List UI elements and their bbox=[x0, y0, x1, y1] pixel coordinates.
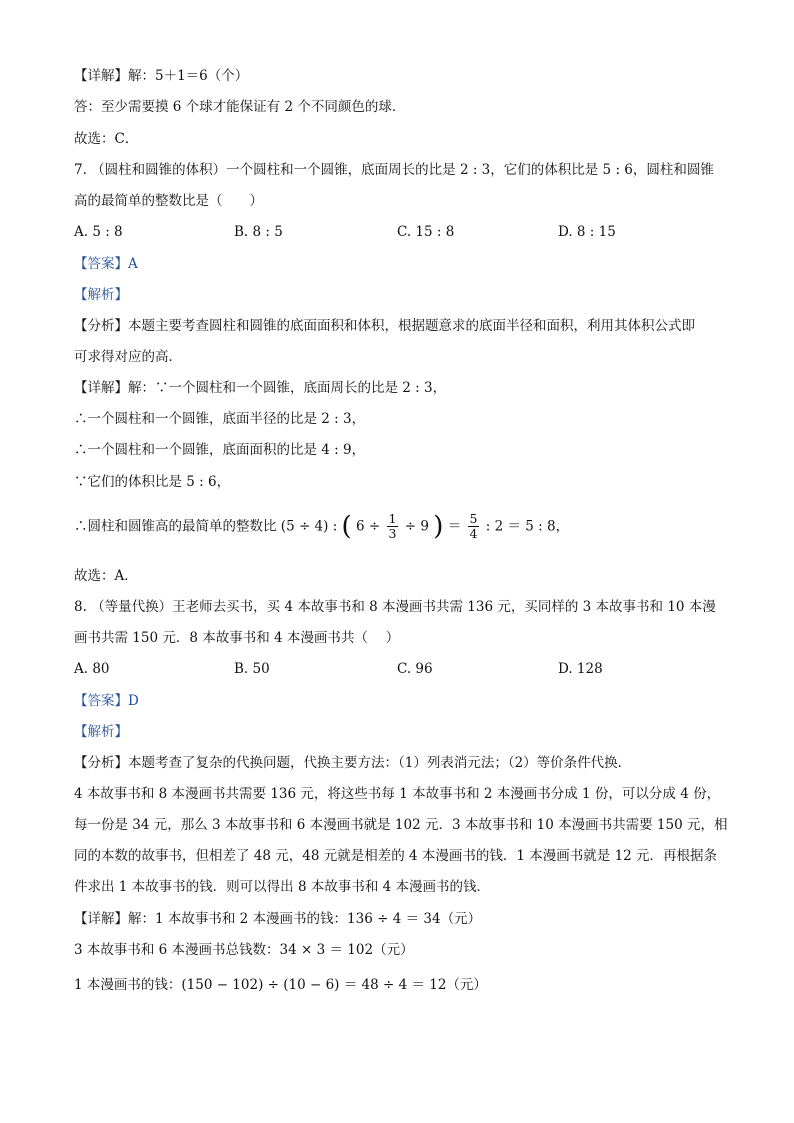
q8-option-a: A. 80 bbox=[74, 661, 110, 677]
question-7-text-cont: 高的最简单的整数比是（ ） bbox=[74, 193, 263, 209]
fraction-numerator: 5 bbox=[469, 511, 478, 526]
q7-option-a: A. 5 : 8 bbox=[74, 224, 123, 240]
ratio-formula bbox=[74, 509, 734, 544]
formula-part1: (5 ÷ 4) : bbox=[280, 518, 342, 535]
choice-line: 故选：A． bbox=[74, 568, 138, 584]
open-paren: ( bbox=[341, 511, 352, 542]
analysis-paragraph-1: 4 本故事书和 8 本漫画书共需要 136 元，将这些书每 1 本故事书和 2 本漫画书分成 1 份，可以分成 4 份， bbox=[74, 786, 721, 802]
analysis-paragraph-2: 每一份是 34 元，那么 3 本故事书和 6 本漫画书就是 102 元．3 本故事书和 10 本漫画书共需要 150 元，相 bbox=[74, 817, 728, 833]
detail-step-3: 1 本漫画书的钱：(150 − 102) ÷ (10 − 6) ＝ 48 ÷ 4 ＝ 12（元） bbox=[74, 977, 487, 993]
q8-option-b: B. 50 bbox=[234, 661, 270, 677]
formula-prefix: ∴圆柱和圆锥高的最简单的整数比 bbox=[74, 518, 277, 535]
detail-step-4: ∵它们的体积比是 5 : 6， bbox=[74, 474, 231, 490]
analysis-text: 【分析】本题主要考查圆柱和圆锥的底面面积和体积，根据题意求的底面半径和面积，利用其体积公式即 bbox=[74, 318, 695, 334]
fraction-one-third bbox=[387, 512, 399, 541]
formula-part2a: 6 ÷ bbox=[356, 518, 381, 535]
q8-option-c: C. 96 bbox=[397, 661, 433, 677]
analysis-text-cont: 可求得对应的高． bbox=[74, 349, 182, 365]
fraction-denominator: 4 bbox=[469, 526, 478, 541]
answer-label: 【答案】D bbox=[74, 693, 139, 709]
question-8-text-cont: 画书共需 150 元．8 本故事书和 4 本漫画书共（ ） bbox=[74, 630, 400, 646]
q7-option-b: B. 8 : 5 bbox=[234, 224, 283, 240]
q8-option-d: D. 128 bbox=[558, 661, 603, 677]
close-paren: ) bbox=[433, 511, 444, 542]
analysis-label: 【解析】 bbox=[74, 724, 128, 740]
analysis-label: 【解析】 bbox=[74, 287, 128, 303]
detail-step-1: 【详解】解：1 本故事书和 2 本漫画书的钱：136 ÷ 4 ＝ 34（元） bbox=[74, 911, 482, 927]
analysis-text: 【分析】本题考查了复杂的代换问题，代换主要方法：（1）列表消元法；（2）等价条件代换． bbox=[74, 755, 632, 771]
analysis-paragraph-3: 同的本数的故事书，但相差了 48 元，48 元就是相差的 4 本漫画书的钱．1 本漫画书就是 12 元．再根据条 bbox=[74, 848, 718, 864]
q7-option-d: D. 8 : 15 bbox=[558, 224, 616, 240]
detail-line: 【详解】解：5＋1＝6（个） bbox=[74, 68, 249, 84]
answer-label: 【答案】A bbox=[74, 256, 138, 272]
fraction-numerator: 1 bbox=[388, 511, 397, 526]
fraction-denominator: 3 bbox=[388, 526, 397, 541]
formula-tail: : 2 ＝ 5 : 8， bbox=[485, 518, 570, 535]
question-7-text: 7. （圆柱和圆锥的体积）一个圆柱和一个圆锥，底面周长的比是 2 : 3，它们的体积比是 5 : 6，圆柱和圆锥 bbox=[74, 162, 714, 178]
formula-part2b: ÷ 9 bbox=[404, 518, 429, 535]
detail-step-2: ∴一个圆柱和一个圆锥，底面半径的比是 2 : 3， bbox=[74, 411, 366, 427]
detail-step-3: ∴一个圆柱和一个圆锥，底面面积的比是 4 : 9， bbox=[74, 442, 366, 458]
analysis-paragraph-4: 件求出 1 本故事书的钱．则可以得出 8 本故事书和 4 本漫画书的钱． bbox=[74, 879, 491, 895]
answer-statement: 答：至少需要摸 6 个球才能保证有 2 个不同颜色的球． bbox=[74, 99, 406, 115]
q7-option-c: C. 15 : 8 bbox=[397, 224, 455, 240]
question-8-text: 8. （等量代换）王老师去买书，买 4 本故事书和 8 本漫画书共需 136 元，买同样的 3 本故事书和 10 本漫 bbox=[74, 599, 716, 615]
formula-equals: ＝ bbox=[447, 518, 462, 535]
detail-step-2: 3 本故事书和 6 本漫画书总钱数：34 × 3 ＝ 102（元） bbox=[74, 942, 414, 958]
detail-step-1: 【详解】解：∵一个圆柱和一个圆锥，底面周长的比是 2 : 3， bbox=[74, 380, 447, 396]
choice-line: 故选：C． bbox=[74, 131, 139, 147]
fraction-five-fourths bbox=[468, 512, 480, 541]
